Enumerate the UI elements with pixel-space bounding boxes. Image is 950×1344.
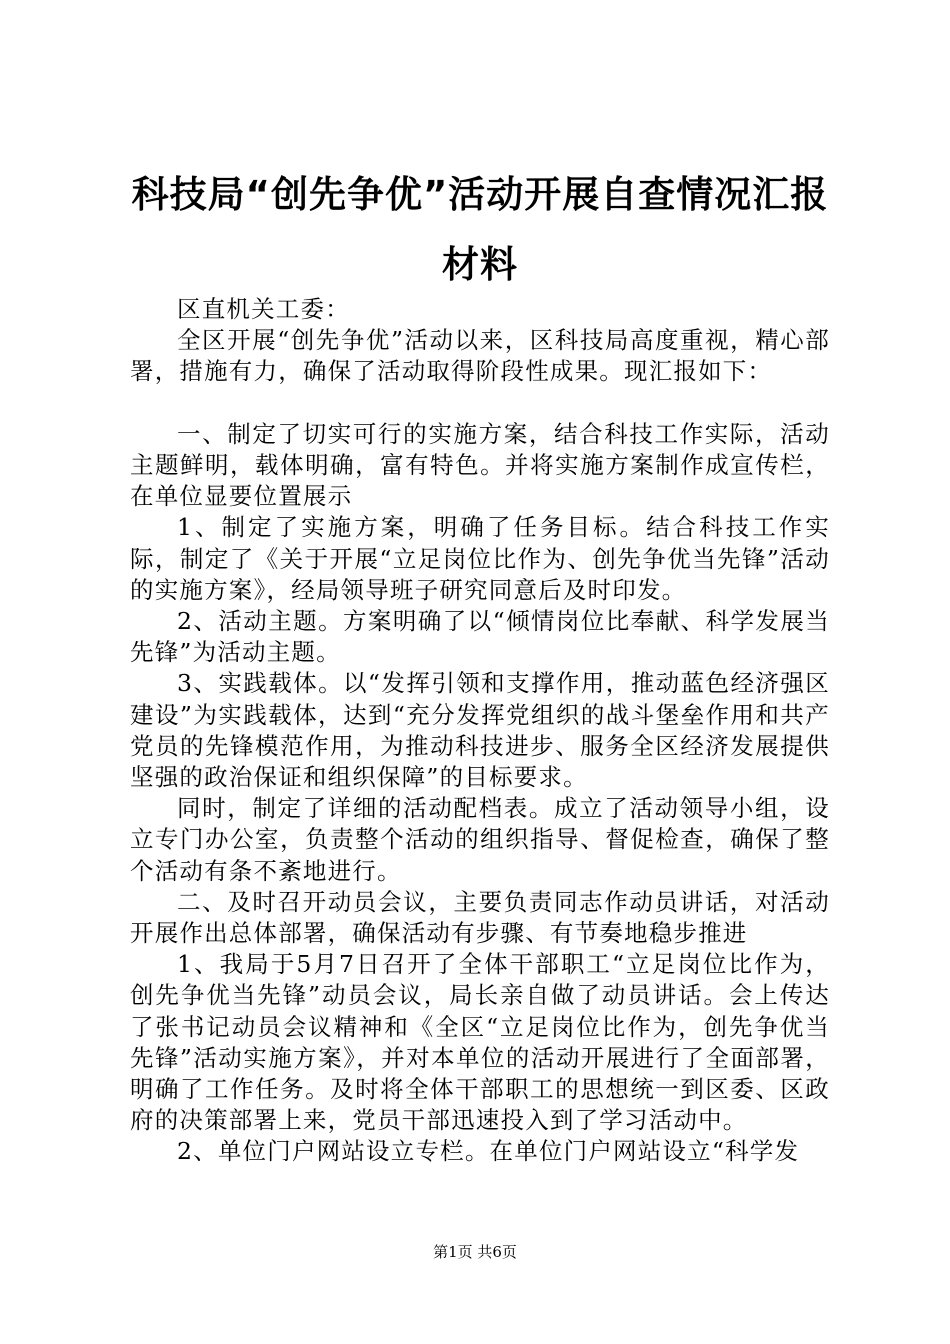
paragraph-section-2: 二、及时召开动员会议，主要负责同志作动员讲话，对活动开展作出总体部署，确保活动有步骤、有节奏地稳步推进: [130, 887, 830, 948]
paragraph-section-2-item-1: 1、我局于5月7日召开了全体干部职工“立足岗位比作为，创先争优当先锋”动员会议，局长亲自做了动员讲话。会上传达了张书记动员会议精神和《全区“立足岗位比作为，创先争优当先锋”活动实施方案》，并对本单位的活动开展进行了全面部署，明确了工作任务。及时将全体干部职工的思想统一到区委、区政府的决策部署上来，党员干部迅速投入到了学习活动中。: [130, 950, 830, 1135]
paragraph-section-1: 一、制定了切实可行的实施方案，结合科技工作实际，活动主题鲜明，载体明确，富有特色。并将实施方案制作成宣传栏，在单位显要位置展示: [130, 419, 830, 511]
paragraph-section-2-item-2: 2、单位门户网站设立专栏。在单位门户网站设立“科学发: [177, 1137, 800, 1166]
paragraph-section-1-item-1: 1、制定了实施方案，明确了任务目标。结合科技工作实际，制定了《关于开展“立足岗位比作为、创先争优当先锋”活动的实施方案》，经局领导班子研究同意后及时印发。: [130, 513, 830, 604]
paragraph-section-1-note: 同时，制定了详细的活动配档表。成立了活动领导小组，设立专门办公室，负责整个活动的组织指导、督促检查，确保了整个活动有条不紊地进行。: [130, 794, 830, 885]
page-footer: 第1页 共6页: [433, 1243, 517, 1261]
paragraph-intro: 全区开展“创先争优”活动以来，区科技局高度重视，精心部署，措施有力，确保了活动取得阶段性成果。现汇报如下：: [130, 326, 830, 386]
document-title: 科技局“创先争优”活动开展自查情况汇报材料: [131, 173, 829, 286]
paragraph-section-1-item-3: 3、实践载体。以“发挥引领和支撑作用，推动蓝色经济强区建设”为实践载体，达到“充分发挥党组织的战斗堡垒作用和共产党员的先锋模范作用，为推动科技进步、服务全区经济发展提供坚强的政治保证和组织保障”的目标要求。: [130, 669, 830, 792]
document-body: [130, 294, 830, 1168]
paragraph-section-1-item-2: 2、活动主题。方案明确了以“倾情岗位比奉献、科学发展当先锋”为活动主题。: [130, 607, 830, 667]
paragraph-salutation: 区直机关工委：: [177, 295, 350, 323]
paragraph-blank: [130, 388, 830, 419]
